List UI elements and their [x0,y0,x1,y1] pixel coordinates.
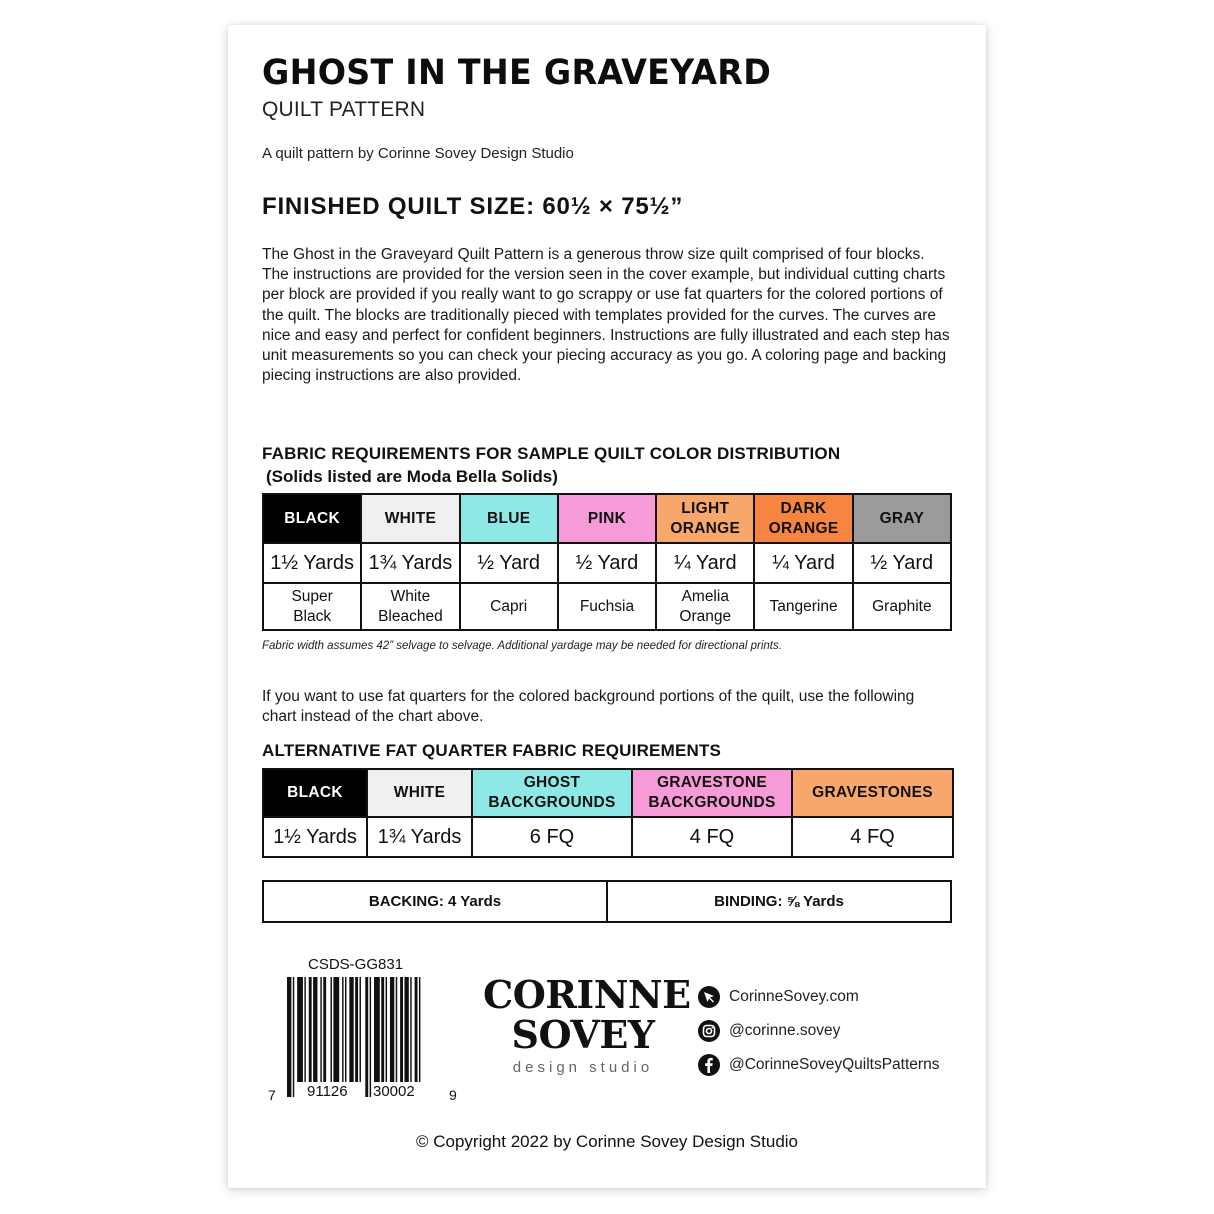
fabric-name-cell [460,583,558,630]
alt-requirements-heading: ALTERNATIVE FAT QUARTER FABRIC REQUIREMENTS [262,741,722,760]
fabric-name-cell-line-2: Orange [679,607,732,625]
color-header-cell-line-2: ORANGE [768,519,839,537]
yardage-cell-line-1: ½ Yard [575,551,639,574]
finished-size-heading: FINISHED QUILT SIZE: 60½ × 75½” [262,193,684,220]
facebook-link[interactable] [698,1048,939,1082]
yardage-cell [656,543,754,583]
instagram-icon [698,1020,720,1042]
backing-binding-table [262,880,952,923]
fabric-name-cell-line-1: Graphite [872,597,932,615]
color-header-cell [367,769,472,817]
color-header-cell-line-1: BLACK [287,784,343,801]
color-header-cell [460,494,558,543]
facebook-text: @CorinneSoveyQuiltsPatterns [729,1056,940,1073]
alt-requirements-table [262,768,954,858]
yardage-cell-line-1: 6 FQ [529,825,575,848]
sku-label: CSDS-GG831 [308,956,404,973]
yardage-cell [460,543,558,583]
yardage-cell [558,543,656,583]
yardage-cell-line-1: ¼ Yard [673,551,737,574]
yardage-cell-line-1: 4 FQ [850,825,895,848]
color-header-cell-line-1: LIGHT [681,499,730,517]
color-header-cell [263,769,367,817]
social-links [698,980,939,1082]
table-header-row [263,769,953,817]
barcode-group-2: 30002 [373,1083,415,1100]
color-header-cell-line-2: BACKGROUNDS [488,794,616,811]
barcode-group-1: 91126 [307,1083,348,1100]
website-text: CorinneSovey.com [729,988,859,1005]
yardage-cell-line-1: 1½ Yards [270,551,355,574]
pattern-back-cover [228,25,986,1188]
yardage-cell-line-1: 1½ Yards [273,825,357,848]
color-header-cell [361,494,459,543]
table-amount-row [263,543,951,583]
fabric-name-cell [361,583,459,630]
copyright: © Copyright 2022 by Corinne Sovey Design Studio [415,1132,799,1151]
cursor-icon [698,986,720,1008]
instagram-link[interactable] [698,1014,939,1048]
fabric-requirements-table [262,493,952,631]
color-header-cell-line-1: GHOST [523,774,581,791]
color-header-cell-line-1: GRAVESTONES [812,784,933,801]
yardage-cell [632,817,792,857]
color-header-cell-line-1: GRAY [879,509,925,527]
fabric-name-cell-line-1: Tangerine [769,597,838,615]
fabric-name-cell-line-1: White [390,587,431,605]
fabric-name-cell [853,583,951,630]
color-header-cell-line-2: ORANGE [670,519,741,537]
logo-tagline: design studio [512,1059,654,1076]
fabric-name-cell [263,583,361,630]
fabric-name-cell-line-2: Bleached [378,607,443,625]
page-title: GHOST IN THE GRAVEYARD [262,53,772,93]
color-header-cell [853,494,951,543]
table-header-row [263,494,951,543]
fabric-requirements-subheading: (Solids listed are Moda Bella Solids) [266,467,558,486]
color-header-cell [558,494,656,543]
color-header-cell-line-1: BLUE [487,509,531,527]
color-header-cell-line-2: BACKGROUNDS [648,794,776,811]
yardage-cell-line-1: ½ Yard [477,551,541,574]
alt-intro-text: If you want to use fat quarters for the colored background portions of the quilt, use the following chart instead of the chart above. [262,688,915,726]
backing-cell: BACKING: 4 Yards [263,881,607,922]
yardage-cell [263,817,367,857]
color-header-cell-line-1: DARK [780,499,827,517]
yardage-cell [472,817,632,857]
fabric-name-cell-line-1: Fuchsia [579,597,635,615]
description: The Ghost in the Graveyard Quilt Pattern is a generous throw size quilt comprised of four blocks. The instructions are provided for the version seen in the cover example, but individual cutting charts per block are provided if you really want to go scrappy or use fat quarters for the colored portions of the quilt. The blocks are traditionally pieced with templates provided for the curves. The curves are nice and easy and perfect for confident beginners. Instructions are fully illustrated and each step has unit measurements so you can check your piecing accuracy as you go. A coloring page and backing piecing instructions are also provided. [262,246,950,385]
table-amount-row [263,817,953,857]
logo-line-2: SOVEY [511,1012,655,1057]
fabric-name-cell-line-2: Black [293,607,332,625]
yardage-cell-line-1: 1¾ Yards [377,825,462,848]
color-header-cell [632,769,792,817]
color-header-cell-line-1: BLACK [284,509,341,527]
fabric-requirements-heading: FABRIC REQUIREMENTS FOR SAMPLE QUILT COLOR DISTRIBUTION [262,444,841,463]
barcode [268,977,458,1105]
color-header-cell-line-1: WHITE [384,509,437,527]
fabric-name-cell-line-1: Super [291,587,333,605]
yardage-cell [367,817,472,857]
color-header-cell-line-1: GRAVESTONE [656,774,768,791]
instagram-text: @corinne.sovey [729,1022,841,1039]
color-header-cell-line-1: WHITE [393,784,446,801]
table-fabric-name-row [263,583,951,630]
logo-line-1: CORINNE [483,972,691,1017]
yardage-cell [263,543,361,583]
yardage-cell [853,543,951,583]
yardage-cell [792,817,953,857]
color-header-cell [263,494,361,543]
yardage-cell [754,543,852,583]
website-link[interactable] [698,980,939,1014]
fabric-name-cell-line-1: Capri [490,597,528,615]
yardage-cell-line-1: 4 FQ [689,825,735,848]
color-header-cell [656,494,754,543]
facebook-icon [698,1054,720,1076]
color-header-cell [754,494,852,543]
byline: A quilt pattern by Corinne Sovey Design Studio [262,145,574,162]
color-header-cell [792,769,953,817]
barcode-digit-right: 9 [449,1087,457,1103]
yardage-cell [361,543,459,583]
color-header-cell-line-1: PINK [587,509,627,527]
fabric-name-cell-line-1: Amelia [681,587,729,605]
binding-cell: BINDING: ⅝ Yards [607,881,951,922]
color-header-cell [472,769,632,817]
page-subtitle: QUILT PATTERN [262,98,426,121]
barcode-digit-left: 7 [268,1087,276,1103]
fabric-name-cell [754,583,852,630]
fabric-name-cell [656,583,754,630]
yardage-cell-line-1: ½ Yard [870,551,934,574]
fabric-width-note: Fabric width assumes 42” selvage to selvage. Additional yardage may be needed for directional prints. [262,640,782,652]
yardage-cell-line-1: ¼ Yard [772,551,835,574]
brand-logo [483,972,691,1076]
fabric-name-cell [558,583,656,630]
yardage-cell-line-1: 1¾ Yards [368,551,453,574]
